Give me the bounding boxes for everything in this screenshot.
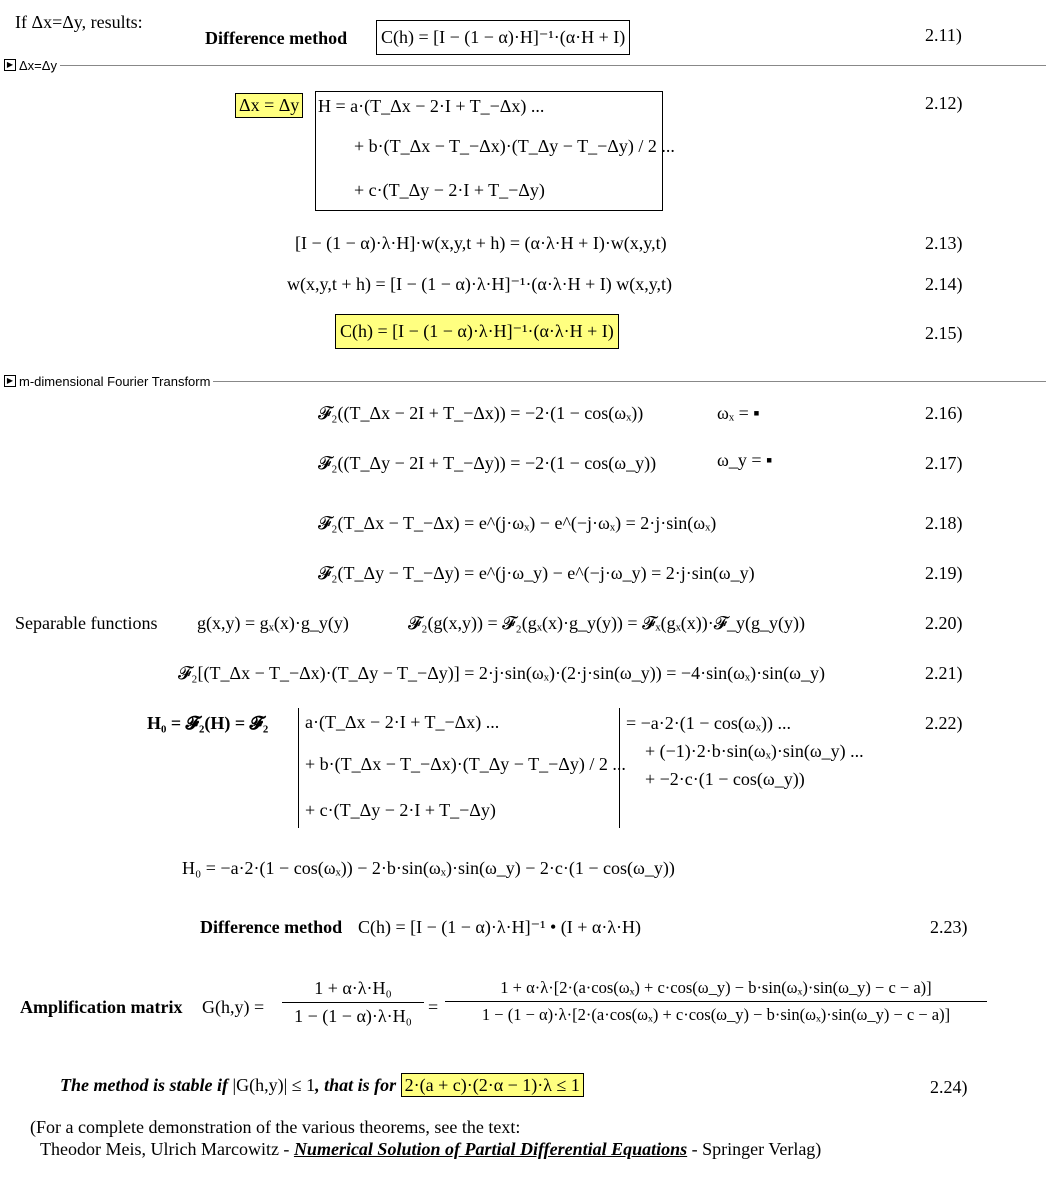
- intro-text: If Δx=Δy, results:: [15, 12, 143, 32]
- equation-number: 2.23): [930, 917, 968, 937]
- equation-2-16: 𝓕₂((T_Δx − 2I + T_−Δx)) = −2·(1 − cos(ωₓ)): [318, 403, 644, 423]
- expand-arrow-icon[interactable]: ▶: [4, 59, 16, 71]
- amplification-matrix-label: Amplification matrix: [20, 997, 183, 1017]
- equation-2-21: 𝓕₂[(T_Δx − T_−Δx)·(T_Δy − T_−Δy)] = 2·j·sin(ωₓ)·(2·j·sin(ω_y)) = −4·sin(ωₓ)·sin(ω_y): [178, 663, 825, 683]
- expand-arrow-icon[interactable]: ▶: [4, 375, 16, 387]
- stability-condition: 2·(a + c)·(2·α − 1)·λ ≤ 1: [401, 1073, 584, 1097]
- difference-method-label: Difference method: [200, 917, 343, 937]
- equation-h0: H₀ = −a·2·(1 − cos(ωₓ)) − 2·b·sin(ωₓ)·sin(ω_y) − 2·c·(1 − cos(ω_y)): [182, 858, 675, 878]
- denominator: 1 − (1 − α)·λ·[2·(a·cos(ωₓ) + c·cos(ω_y) − b·sin(ωₓ)·sin(ω_y) − c − a)]: [445, 1001, 987, 1025]
- equation-number: 2.19): [925, 563, 963, 583]
- equation-number: 2.18): [925, 513, 963, 533]
- publisher: - Springer Verlag): [687, 1139, 822, 1159]
- equation-number: 2.21): [925, 663, 963, 683]
- equation-2-15: C(h) = [I − (1 − α)·λ·H]⁻¹·(α·λ·H + I): [335, 314, 619, 349]
- matrix-line-3: + c·(T_Δy − 2·I + T_−Δy): [305, 800, 496, 820]
- section-collapse-fourier[interactable]: [4, 374, 1046, 388]
- amp-lhs: G(h,y) =: [202, 997, 265, 1017]
- equation-2-14: w(x,y,t + h) = [I − (1 − α)·λ·H]⁻¹·(α·λ·H + I) w(x,y,t): [287, 274, 673, 294]
- reference-line-2: [40, 1139, 821, 1160]
- equation-number: 2.12): [925, 93, 963, 113]
- equation-number: 2.13): [925, 233, 963, 253]
- stability-expr: |G(h,y)| ≤ 1: [232, 1075, 316, 1095]
- rhs-line-1: = −a·2·(1 − cos(ωₓ)) ...: [626, 713, 791, 733]
- section-title: Δx=Δy: [19, 57, 57, 73]
- equation-2-17: 𝓕₂((T_Δy − 2I + T_−Δy)) = −2·(1 − cos(ω_y)): [318, 453, 657, 473]
- equation-2-18: 𝓕₂(T_Δx − T_−Δx) = e^(j·ωₓ) − e^(−j·ωₓ) = 2·j·sin(ωₓ): [318, 513, 717, 533]
- amp-fraction-1: [282, 978, 424, 1027]
- matrix-line-1: a·(T_Δx − 2·I + T_−Δx) ...: [305, 712, 500, 732]
- equation-2-22-matrix: [298, 708, 626, 828]
- difference-method-label: Difference method: [205, 28, 348, 48]
- amp-fraction-2: [445, 978, 987, 1025]
- equation-2-12: [315, 91, 675, 211]
- numerator: 1 + α·λ·H₀: [314, 978, 392, 998]
- equation-number: 2.11): [925, 25, 962, 45]
- separable-functions-label: Separable functions: [15, 613, 158, 633]
- section-title: m-dimensional Fourier Transform: [19, 373, 211, 389]
- equation-number: 2.15): [925, 323, 963, 343]
- numerator: 1 + α·λ·[2·(a·cos(ωₓ) + c·cos(ω_y) − b·sin(ωₓ)·sin(ω_y) − c − a)]: [500, 978, 932, 997]
- stability-statement: [60, 1075, 584, 1096]
- equation-number: 2.22): [925, 713, 963, 733]
- omega-x-placeholder[interactable]: ωₓ = ▪: [717, 403, 760, 423]
- equation-number: 2.14): [925, 274, 963, 294]
- equation-number: 2.20): [925, 613, 963, 633]
- h-line-2: + b·(T_Δx − T_−Δx)·(T_Δy − T_−Δy) / 2 ...: [354, 136, 675, 156]
- equation-number: 2.17): [925, 453, 963, 473]
- stability-text: The method is stable if: [60, 1075, 228, 1095]
- condition-dx-dy: Δx = Δy: [235, 93, 303, 118]
- rhs-line-3: + −2·c·(1 − cos(ω_y)): [645, 769, 805, 789]
- equation-number: 2.16): [925, 403, 963, 423]
- equation-2-22-lhs: H₀ = 𝓕₂(H) = 𝓕₂: [147, 713, 269, 733]
- equation-2-11: C(h) = [I − (1 − α)·H]⁻¹·(α·H + I): [376, 20, 630, 55]
- denominator: 1 − (1 − α)·λ·H₀: [282, 1002, 424, 1027]
- equation-2-23: C(h) = [I − (1 − α)·λ·H]⁻¹ • (I + α·λ·H): [358, 917, 642, 937]
- equation-number: 2.24): [930, 1077, 968, 1097]
- reference-line-1: (For a complete demonstration of the various theorems, see the text:: [30, 1117, 521, 1137]
- h-line-1: H = a·(T_Δx − 2·I + T_−Δx) ...: [318, 96, 545, 116]
- omega-y-placeholder[interactable]: ω_y = ▪: [717, 450, 773, 470]
- matrix-line-2: + b·(T_Δx − T_−Δx)·(T_Δy − T_−Δy) / 2 ...: [305, 754, 626, 774]
- h-line-3: + c·(T_Δy − 2·I + T_−Δy): [354, 180, 545, 200]
- equation-2-19: 𝓕₂(T_Δy − T_−Δy) = e^(j·ω_y) − e^(−j·ω_y) = 2·j·sin(ω_y): [318, 563, 755, 583]
- stability-text-2: , that is for: [315, 1075, 397, 1095]
- book-title: Numerical Solution of Partial Differential Equations: [293, 1139, 688, 1159]
- equation-2-20-a: g(x,y) = gₓ(x)·g_y(y): [197, 613, 349, 633]
- authors: Theodor Meis, Ulrich Marcowitz -: [40, 1139, 294, 1159]
- rhs-line-2: + (−1)·2·b·sin(ωₓ)·sin(ω_y) ...: [645, 741, 864, 761]
- section-collapse-dx-dy[interactable]: [4, 58, 1046, 72]
- equation-2-20-b: 𝓕₂(g(x,y)) = 𝓕₂(gₓ(x)·g_y(y)) = 𝓕ₓ(gₓ(x))·𝓕_y(g_y(y)): [408, 613, 806, 633]
- equation-2-13: [I − (1 − α)·λ·H]·w(x,y,t + h) = (α·λ·H + I)·w(x,y,t): [295, 233, 667, 253]
